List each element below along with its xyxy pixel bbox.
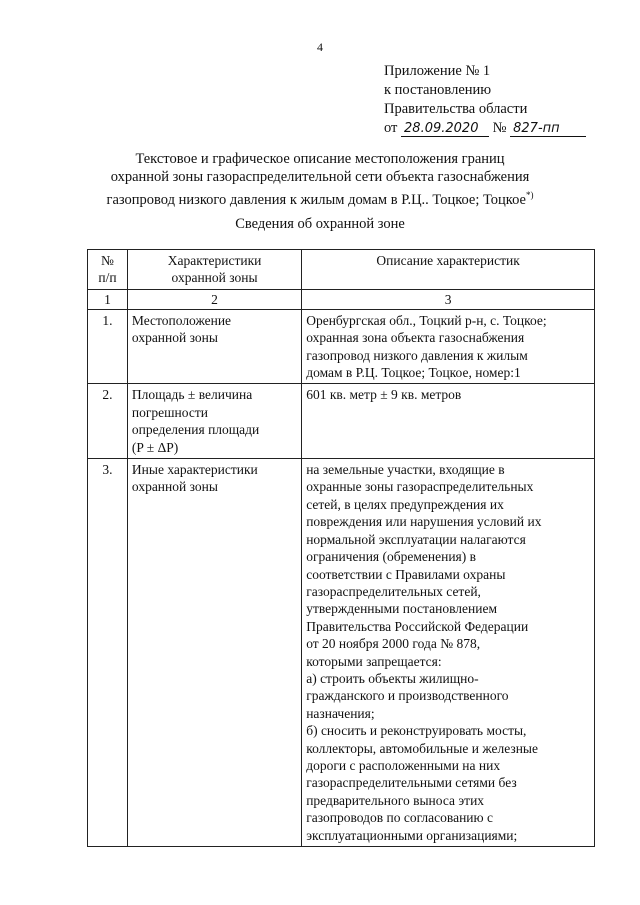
row-number: 2. xyxy=(88,384,128,459)
desc-line: утвержденными постановлением xyxy=(306,601,497,617)
desc-line: гражданского и производственного xyxy=(306,688,509,704)
number-label: № xyxy=(492,120,507,136)
row-characteristic xyxy=(127,459,301,847)
char-line: погрешности xyxy=(131,404,208,420)
page-number: 4 xyxy=(317,40,323,54)
appendix-line-3: Правительства области xyxy=(384,101,528,117)
header-no-line-1: № xyxy=(101,253,114,268)
footnote-mark: *) xyxy=(525,190,534,200)
info-table xyxy=(87,249,595,847)
table-row xyxy=(88,384,595,459)
handwritten-number: 827-пп xyxy=(510,121,586,137)
column-number: 3 xyxy=(302,289,595,309)
header-no-line-2: п/п xyxy=(98,270,117,286)
title-line-3-text: газопровод низкого давления к жилым домам в Р.Ц.. Тоцкое; Тоцкое xyxy=(106,191,526,208)
appendix-line-1: Приложение № 1 xyxy=(384,63,491,79)
desc-line: ограничения (обременения) в xyxy=(306,549,477,565)
column-number: 1 xyxy=(88,289,128,309)
desc-line: Правительства Российской Федерации xyxy=(306,618,529,634)
desc-line: а) строить объекты жилищно- xyxy=(306,670,479,686)
desc-line: б) сносить и реконструировать мосты, xyxy=(306,723,527,739)
row-description xyxy=(302,384,595,459)
row-description xyxy=(302,309,595,384)
desc-line: на земельные участки, входящие в xyxy=(306,462,505,478)
char-line: охранной зоны xyxy=(131,330,218,346)
desc-line: газораспределительных сетей, xyxy=(306,583,481,599)
handwritten-date: 28.09.2020 xyxy=(401,121,489,137)
column-number: 2 xyxy=(127,289,301,309)
char-line: определения площади xyxy=(131,422,260,438)
title-line-3 xyxy=(0,186,640,209)
desc-line: 601 кв. метр ± 9 кв. метров xyxy=(306,387,462,403)
header-no xyxy=(88,250,128,290)
title-line-1: Текстовое и графическое описание местоположения границ xyxy=(135,151,505,167)
header-row xyxy=(88,250,595,290)
desc-line: назначения; xyxy=(306,705,375,721)
header-char-line-2: охранной зоны xyxy=(171,270,258,286)
appendix-line-2: к постановлению xyxy=(384,82,492,98)
desc-line: домам в Р.Ц. Тоцкое; Тоцкое, номер:1 xyxy=(306,365,521,381)
desc-line: предварительного выноса этих xyxy=(306,792,485,808)
desc-line: повреждения или нарушения условий их xyxy=(306,514,542,530)
from-label: от xyxy=(384,120,398,136)
desc-line: соответствии с Правилами охраны xyxy=(306,566,506,582)
char-line: Иные характеристики xyxy=(131,462,258,478)
desc-line: охранные зоны газораспределительных xyxy=(306,479,534,495)
header-characteristic xyxy=(127,250,301,290)
header-description: Описание характеристик xyxy=(302,250,595,290)
desc-line: охранная зона объекта газоснабжения xyxy=(306,330,525,346)
char-line: Площадь ± величина xyxy=(131,387,253,403)
column-number-row xyxy=(88,289,595,309)
desc-line: Оренбургская обл., Тоцкий р-н, с. Тоцкое; xyxy=(306,312,547,328)
desc-line: сетей, в целях предупреждения их xyxy=(306,496,504,512)
desc-line: газопровод низкого давления к жилым xyxy=(306,347,528,363)
table-row xyxy=(88,459,595,847)
document-title xyxy=(0,150,640,209)
char-line: охранной зоны xyxy=(131,479,218,495)
desc-line: коллекторы, автомобильные и железные xyxy=(306,740,538,756)
title-line-2: охранной зоны газораспределительной сети объекта газоснабжения xyxy=(110,169,530,185)
desc-line: газопроводов по согласованию с xyxy=(306,810,493,826)
desc-line: дороги с расположенными на них xyxy=(306,757,501,773)
row-characteristic xyxy=(127,309,301,384)
char-line: Местоположение xyxy=(131,312,232,328)
header-char-line-1: Характеристики xyxy=(167,253,262,268)
desc-line: которыми запрещается: xyxy=(306,653,442,669)
row-number: 1. xyxy=(88,309,128,384)
table-row xyxy=(88,309,595,384)
row-description xyxy=(302,459,595,847)
desc-line: газораспределительными сетями без xyxy=(306,775,517,791)
row-number: 3. xyxy=(88,459,128,847)
desc-line: нормальной эксплуатации налагаются xyxy=(306,531,526,547)
section-subtitle: Сведения об охранной зоне xyxy=(235,216,405,232)
row-characteristic xyxy=(127,384,301,459)
char-line: (P ± ΔP) xyxy=(131,439,179,455)
appendix-block xyxy=(384,62,586,138)
desc-line: от 20 ноября 2000 года № 878, xyxy=(306,636,481,652)
desc-line: эксплуатационными организациями; xyxy=(306,827,518,843)
appendix-date-line xyxy=(384,119,586,138)
